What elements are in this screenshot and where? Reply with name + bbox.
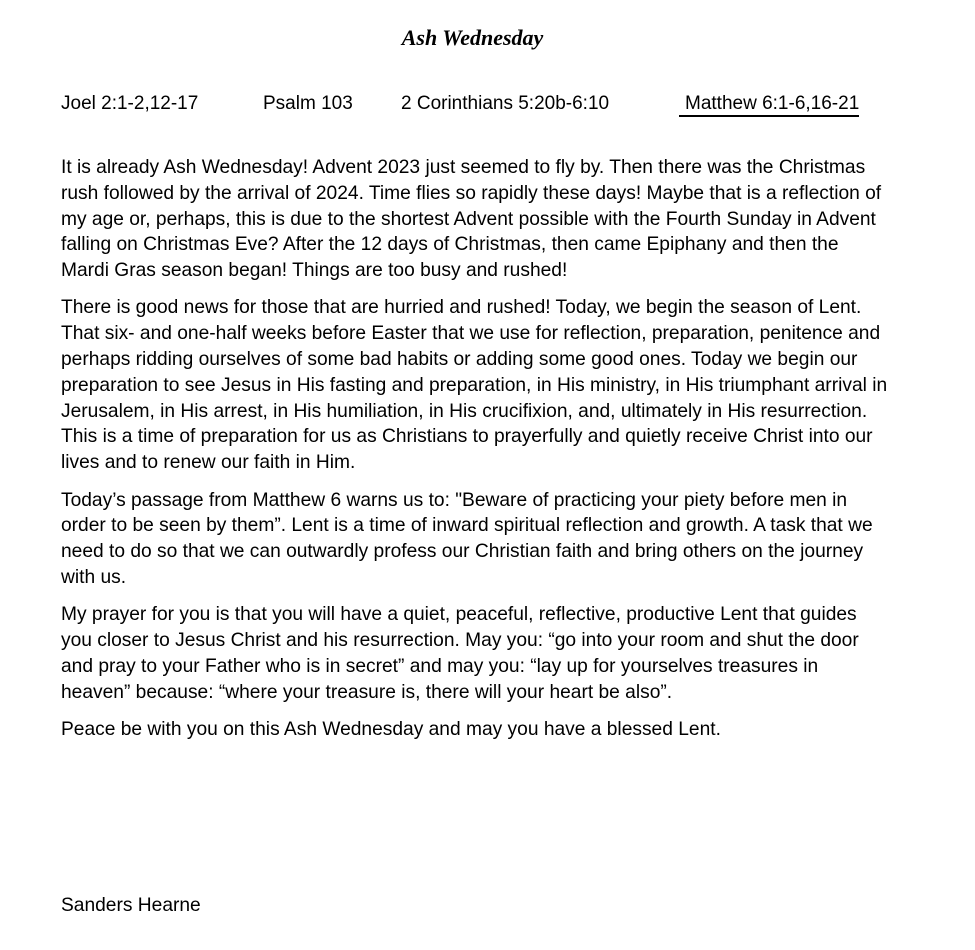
reading-joel: Joel 2:1-2,12-17	[61, 93, 199, 114]
reading-corinthians: 2 Corinthians 5:20b-6:10	[401, 93, 610, 114]
reading-psalm: Psalm 103	[263, 93, 353, 114]
paragraph-4: My prayer for you is that you will have a quiet, peaceful, reflective, productive Lent that guides you closer to Jesus Christ and his resurrection. May you: “go into your room and shut the door and pray to your Father who is in secret” and may you: “lay up for yourselves treasures in heaven” because: “where your treasure is, there will your heart be also”.	[61, 604, 859, 703]
paragraph-3: Today’s passage from Matthew 6 warns us to: "Beware of practicing your piety before men in order to be seen by them”. Lent is a time of inward spiritual reflection and growth. A task that we need to do so that we can outwardly profess our Christian faith and bring others on the journey with us.	[61, 489, 873, 588]
sermon-body	[61, 155, 891, 754]
paragraph-2: There is good news for those that are hurried and rushed! Today, we begin the season of Lent. That six- and one-half weeks before Easter that we use for reflection, preparation, penitence and perhaps ridding ourselves of some bad habits or adding some good ones. Today we begin our preparation to see Jesus in His fasting and preparation, in His ministry, in His triumphant arrival in Jerusalem, in His arrest, in His humiliation, in His crucifixion, and, ultimately in His resurrection. This is a time of preparation for us as Christians to prayerfully and quietly receive Christ into our lives and to renew our faith in Him.	[61, 297, 888, 474]
paragraph-5: Peace be with you on this Ash Wednesday and may you have a blessed Lent.	[61, 718, 721, 740]
paragraph-1: It is already Ash Wednesday! Advent 2023 just seemed to fly by. Then there was the Christmas rush followed by the arrival of 2024. Time flies so rapidly these days! Maybe that is a reflection of my age or, perhaps, this is due to the shortest Advent possible with the Fourth Sunday in Advent falling on Christmas Eve? After the 12 days of Christmas, then came Epiphany and then the Mardi Gras season began! Things are too busy and rushed!	[61, 157, 882, 282]
author-signature: Sanders Hearne	[61, 895, 201, 916]
scripture-readings	[61, 91, 941, 117]
reading-matthew-label: Matthew 6:1-6,16-21	[679, 93, 859, 117]
reading-matthew	[679, 91, 859, 117]
page-title: Ash Wednesday	[401, 25, 544, 50]
